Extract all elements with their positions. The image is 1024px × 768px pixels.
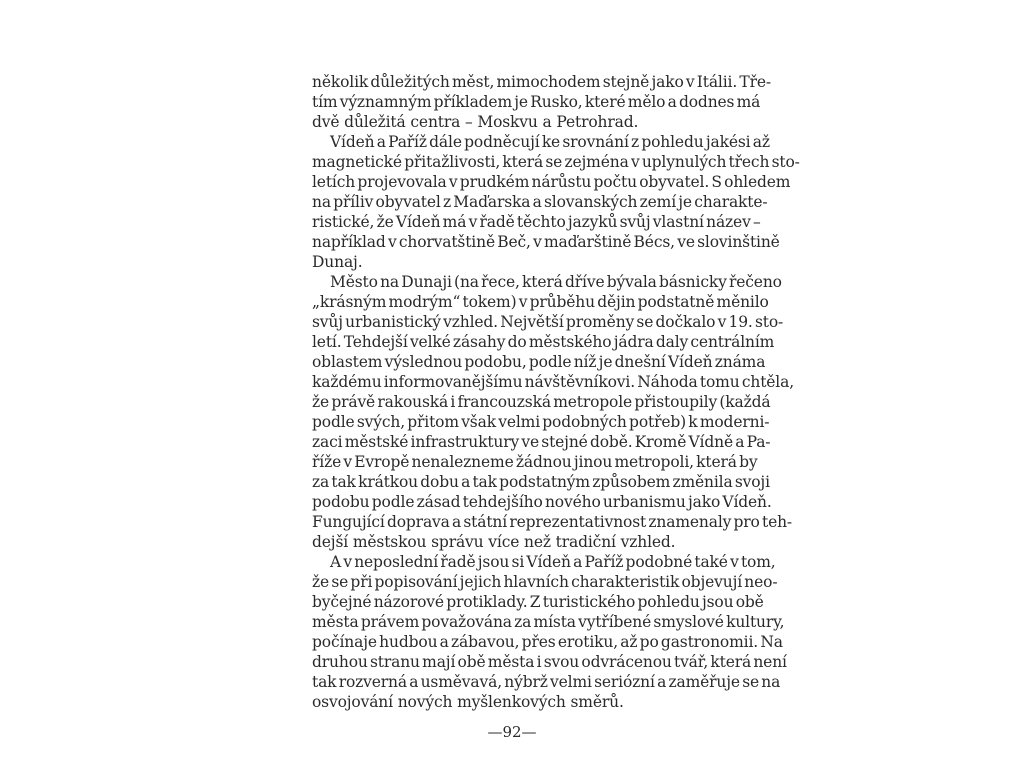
text-line: několik důležitých měst, mimochodem stejně jako v Itálii. Tře- xyxy=(312,73,771,91)
text-line: počínaje hudbou a zábavou, přes erotiku, až po gastronomii. Na xyxy=(312,633,783,651)
text-line: města právem považována za místa vytříbené smyslové kultury, xyxy=(312,613,785,631)
text-line: ristické, že Vídeň má v řadě těchto jazyků svůj vlastní název – xyxy=(312,213,761,231)
paragraph-first-line: Město na Dunaji (na řece, která dříve bývala básnicky řečeno xyxy=(330,273,782,291)
text-line: magnetické přitažlivosti, která se zejména v uplynulých třech sto- xyxy=(312,153,800,171)
text-line: že právě rakouská i francouzská metropole přistoupily (každá xyxy=(312,393,771,411)
text-line: Dunaj. xyxy=(312,253,363,271)
paragraph-first-line: Vídeň a Paříž dále podněcují ke srovnání z pohledu jakési až xyxy=(330,133,770,151)
text-line: podobu podle zásad tehdejšího nového urbanismu jako Vídeň. xyxy=(312,493,772,511)
text-line: podle svých, přitom však velmi podobných potřeb) k moderni- xyxy=(312,413,770,431)
text-line: každému informovanějšímu návštěvníkovi. Náhoda tomu chtěla, xyxy=(312,373,794,391)
text-line: osvojování nových myšlenkových směrů. xyxy=(312,693,624,711)
text-line: že se při popisování jejich hlavních charakteristik objevují neo- xyxy=(312,573,778,591)
text-line: tak rozverná a usměvavá, nýbrž velmi seriózní a zaměřuje se na xyxy=(312,673,781,691)
text-line: svůj urbanistický vzhled. Největší proměny se dočkalo v 19. sto- xyxy=(312,313,784,331)
text-line: Fungující doprava a státní reprezentativnost znamenaly pro teh- xyxy=(312,513,793,531)
text-line: „krásným modrým“ tokem) v průběhu dějin podstatně měnilo xyxy=(312,293,769,311)
text-line: byčejné názorové protiklady. Z turistického pohledu jsou obě xyxy=(312,593,764,611)
page-number: —92— xyxy=(487,723,537,741)
text-line: říže v Evropě nenalezneme žádnou jinou metropoli, která by xyxy=(312,453,758,471)
text-line: dvě důležitá centra – Moskvu a Petrohrad. xyxy=(312,113,639,131)
text-line: dejší městskou správu více než tradiční vzhled. xyxy=(312,533,676,551)
text-line: tím významným příkladem je Rusko, které mělo a dodnes má xyxy=(312,93,761,111)
paragraph-first-line: A v neposlední řadě jsou si Vídeň a Paříž podobné také v tom, xyxy=(330,553,776,571)
text-line: letích projevovala v prudkém nárůstu počtu obyvatel. S ohledem xyxy=(312,173,791,191)
text-line: druhou stranu mají obě města i svou odvrácenou tvář, která není xyxy=(312,653,787,671)
text-line: za tak krátkou dobu a tak podstatným způsobem změnila svoji xyxy=(312,473,770,491)
text-line: například v chorvatštině Beč, v maďarštině Bécs, ve slovinštině xyxy=(312,233,780,251)
text-line: oblastem výslednou podobu, podle níž je dnešní Vídeň známa xyxy=(312,353,766,371)
text-line: letí. Tehdejší velké zásahy do městského jádra daly centrálním xyxy=(312,333,775,351)
text-line: zaci městské infrastruktury ve stejné době. Kromě Vídně a Pa- xyxy=(312,433,771,451)
text-line: na příliv obyvatel z Maďarska a slovanských zemí je charakte- xyxy=(312,193,768,211)
